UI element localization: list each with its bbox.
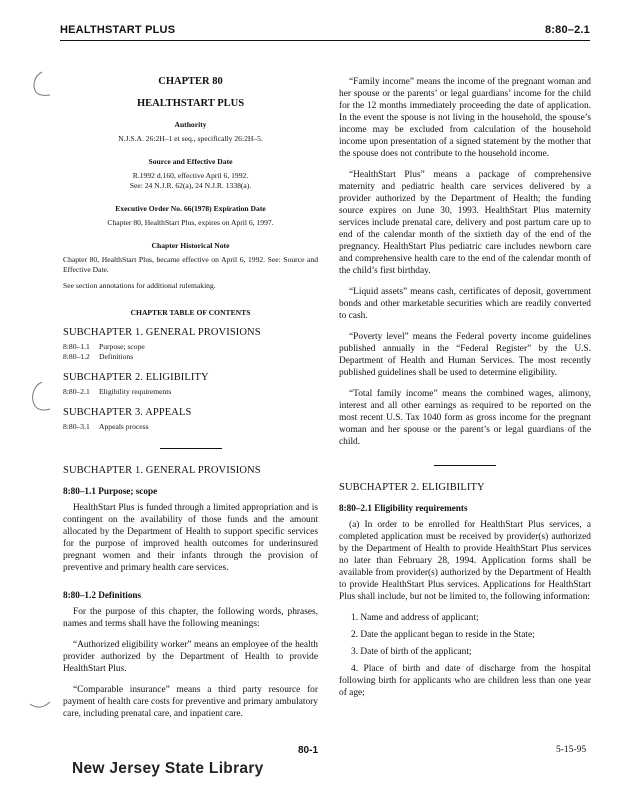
authority-text: N.J.S.A. 26:2H–1 et seq., specifically 26:2H–5. (118, 134, 263, 143)
library-stamp: New Jersey State Library (72, 760, 264, 777)
historical-note-title: Chapter Historical Note (151, 241, 230, 250)
definition-family-income: “Family income” means the income of the pregnant woman and her spouse or the parents’ or legal guardians’ income for the child for the 12 months immediately proceeding the date of application. In the event the spouse is not living in the household, the spouse’s income may be excluded from calculation of the household income upon presentation of a signed statement by the mother that the spouse does not contribute to the household income. (339, 77, 591, 159)
left-column (63, 76, 318, 729)
subchapter-1-heading: SUBCHAPTER 1. GENERAL PROVISIONS (63, 465, 261, 476)
list-item: 1. Name and address of applicant; (351, 613, 479, 623)
toc-subchapter-3[interactable]: SUBCHAPTER 3. APPEALS (63, 407, 192, 418)
punch-hole-mark-middle-icon (26, 380, 54, 414)
executive-order-title: Executive Order No. 66(1978) Expiration Date (115, 204, 266, 213)
definition-total-family-income: “Total family income” means the combined wages, alimony, interest and all other earnings as required to be reported on the most recent U.S. Tax 1040 form as gross income for the pregnant woman and her spouse or the parent’s or legal guardians of the child. (339, 389, 591, 447)
toc-item[interactable]: 8:80–2.1 Eligibility requirements (63, 387, 172, 396)
definition-comparable-insurance: “Comparable insurance” means a third party resource for payment of health care costs for preventive and primary ambulatory care, including prenatal care, and inpatient care. (63, 685, 318, 719)
toc-item[interactable]: 8:80–1.2 Definitions (63, 352, 134, 361)
source-line-1: R.1992 d.160, effective April 6, 1992. (132, 171, 249, 180)
authority-title: Authority (174, 120, 207, 129)
subchapter-2-heading: SUBCHAPTER 2. ELIGIBILITY (339, 482, 485, 493)
section-2-1-heading: 8:80–2.1 Eligibility requirements (339, 503, 468, 513)
chapter-name: HEALTHSTART PLUS (136, 98, 245, 109)
executive-order-text: Chapter 80, HealthStart Plus, expires on April 6, 1997. (107, 218, 274, 227)
definition-authorized-eligibility-worker: “Authorized eligibility worker” means an employee of the health provider authorized by the Department of Health to provide HealthStart Plus. (63, 640, 318, 674)
section-1-1-text: HealthStart Plus is funded through a limited appropriation and is contingent on the availability of those funds and the amount allocated by the Department of Health to support specific services for the purpose of improved health outcomes for underinsured pregnant women and their infants through the provision of preventive and primary health care services. (63, 503, 318, 573)
section-2-1-text: (a) In order to be enrolled for HealthStart Plus services, a completed application must be received by provider(s) authorized by the Department of Health to provide HealthStart Plus services no later than February 28, 1994. Application forms shall be available from provider(s) authorized by the Department of Health to provide HealthStart Plus services. Applications for HealthStart Plus shall include, but not be limited to, the following information: (339, 520, 591, 602)
punch-hole-mark-top-icon (28, 70, 54, 100)
list-item: 4. Place of birth and date of discharge from the hospital following birth for applicants who are children less than one year of age; (339, 664, 591, 698)
definition-healthstart-plus: “HealthStart Plus” means a package of comprehensive maternity and pediatric health care services delivered by a provider authorized by the Department of Health; the funding source expires on June 30, 1993. HealthStart Plus maternity services include prenatal care, delivery and post partum care up to end of the calendar month of the sixtieth day of the end of the pregnancy. HealthStart Plus pediatric care includes newborn care and comprehensive health care to the end of the calendar month of the child’s first birthday. (339, 170, 591, 276)
page-number: 80-1 (298, 745, 319, 756)
header-section-number: 8:80–2.1 (544, 24, 590, 36)
historical-note-annotation: See section annotations for additional rulemaking. (63, 281, 216, 290)
toc-item[interactable]: 8:80–1.1 Purpose; scope (63, 342, 145, 351)
right-column (339, 76, 591, 704)
historical-note-text: Chapter 80, HealthStart Plus, became effective on April 6, 1992. See: Source and Effective Date. (63, 255, 318, 274)
header-title: HEALTHSTART PLUS (60, 24, 176, 36)
toc-subchapter-1[interactable]: SUBCHAPTER 1. GENERAL PROVISIONS (63, 327, 261, 338)
revision-date: 5-15-95 (556, 745, 587, 755)
section-1-2-heading: 8:80–1.2 Definitions (63, 590, 142, 600)
running-header (60, 22, 590, 41)
source-title: Source and Effective Date (148, 157, 233, 166)
section-1-1-heading: 8:80–1.1 Purpose; scope (63, 486, 158, 496)
list-item: 3. Date of birth of the applicant; (351, 647, 472, 657)
toc-subchapter-2[interactable]: SUBCHAPTER 2. ELIGIBILITY (63, 372, 209, 383)
list-item: 2. Date the applicant began to reside in the State; (351, 630, 535, 640)
section-1-2-intro: For the purpose of this chapter, the following words, phrases, names and terms shall have the following meanings: (63, 607, 318, 629)
toc-item[interactable]: 8:80–3.1 Appeals process (63, 422, 149, 431)
punch-hole-mark-bottom-icon (28, 690, 54, 716)
table-of-contents-title: CHAPTER TABLE OF CONTENTS (130, 308, 251, 317)
definition-poverty-level: “Poverty level” means the Federal poverty income guidelines published annually in the “Federal Register” by the U.S. Department of Health and Human Services. The most recently published guidelines shall be used to determine eligibility. (339, 332, 591, 378)
source-line-2: See: 24 N.J.R. 62(a), 24 N.J.R. 1338(a). (129, 181, 252, 190)
chapter-number: CHAPTER 80 (158, 76, 223, 87)
definition-liquid-assets: “Liquid assets” means cash, certificates of deposit, government bonds and other marketable securities which are readily converted to cash. (339, 287, 591, 321)
